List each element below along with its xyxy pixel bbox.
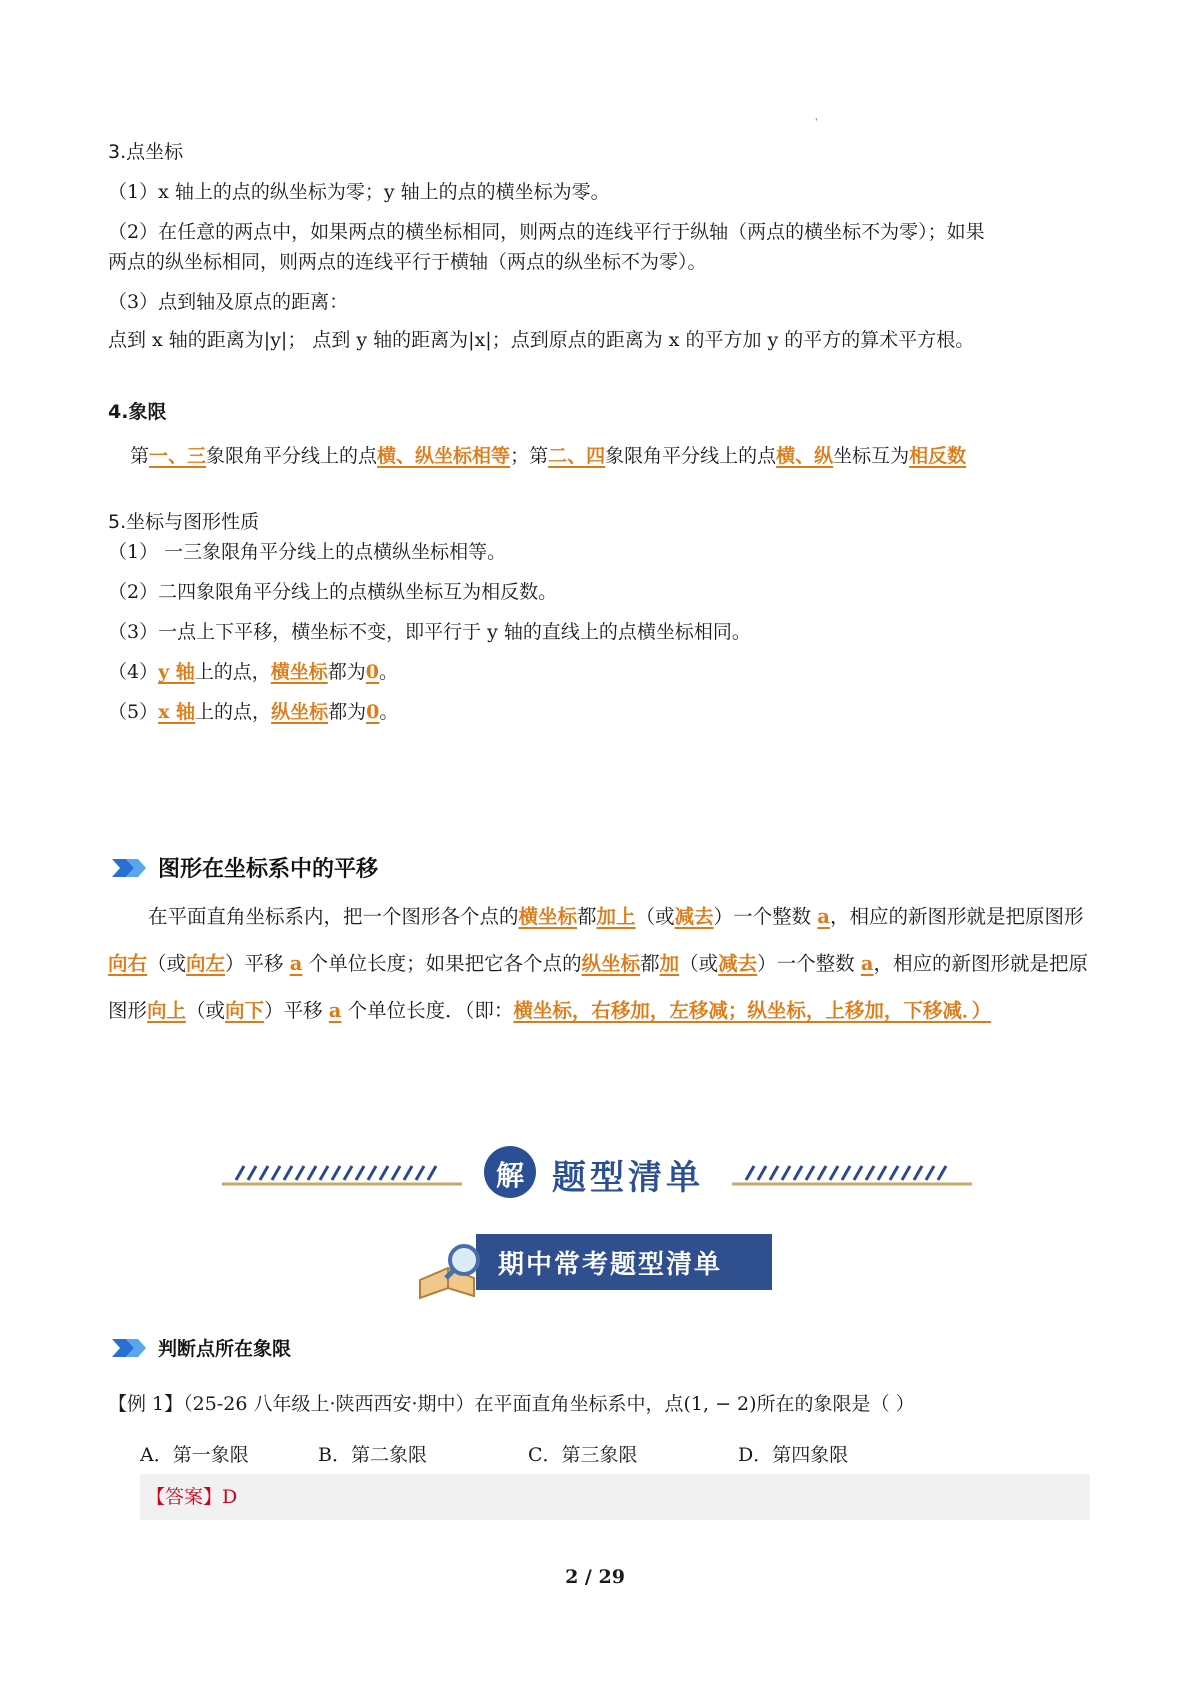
tp-5: 减去: [674, 905, 714, 928]
question-heading-row: [112, 1334, 291, 1361]
tp-17: 加: [659, 952, 680, 975]
tp-26: ）平移: [264, 999, 329, 1022]
s5-l4-c: 上的点，: [194, 661, 271, 683]
badge-label: 期中常考题型清单: [498, 1250, 723, 1280]
s4-hl-j: 相反数: [909, 445, 967, 467]
s5-l4-g: 。: [379, 661, 399, 683]
s4-text-a: 第: [130, 445, 150, 467]
section-5-title: 5.坐标与图形性质: [108, 511, 260, 533]
tp-3: 加上: [596, 905, 636, 928]
option-c: C．第三象限: [528, 1444, 638, 1466]
tp-29: 横坐标，右移加，左移减；纵坐标，上移加，下移减．）: [513, 999, 992, 1022]
translate-heading-row: [112, 852, 378, 883]
tp-1: 横坐标: [518, 905, 578, 928]
s5-l5-d: 纵坐标: [271, 701, 329, 723]
s5-l5-a: （5）: [108, 701, 159, 723]
s4-line: [130, 442, 1110, 470]
tp-6: ）一个整数: [713, 905, 818, 928]
answer-box: [140, 1474, 1090, 1520]
banner-title: 题型清单: [552, 1158, 704, 1198]
tp-20: ）一个整数: [757, 952, 861, 975]
tp-28: 个单位长度．（即：: [341, 999, 514, 1022]
exam-badge: [418, 1230, 772, 1302]
answer-value: D: [222, 1486, 238, 1508]
tp-11: 向左: [186, 952, 226, 975]
tp-10: （或: [147, 952, 187, 975]
translate-heading: 图形在坐标系中的平移: [158, 857, 379, 882]
s3-line-1: （1）x 轴上的点的纵坐标为零；y 轴上的点的横坐标为零。: [108, 181, 610, 203]
s3-line-2: （2）在任意的两点中，如果两点的横坐标相同，则两点的连线平行于纵轴（两点的横坐标不为零）；如果: [108, 221, 985, 243]
tp-25: 向下: [225, 999, 265, 1022]
s5-l5-e: 都为: [328, 701, 367, 723]
s4-hl-b: 一、三: [149, 445, 207, 467]
tp-27: a: [328, 999, 342, 1022]
section-3-title: 3.点坐标: [108, 141, 184, 163]
s5-l4-e: 都为: [327, 661, 366, 683]
option-d: D．第四象限: [738, 1444, 849, 1466]
tp-23: 向上: [147, 999, 187, 1022]
s4-hl-d: 横、纵坐标相等: [377, 445, 511, 467]
s5-l5-f: 0: [366, 701, 380, 723]
tp-0: 在平面直角坐标系内，把一个图形各个点的: [148, 905, 519, 928]
tp-19: 减去: [718, 952, 758, 975]
tp-24: （或: [186, 999, 226, 1022]
s5-l5-c: 上的点，: [195, 701, 272, 723]
header-mark: ': [815, 118, 818, 128]
s3-line-3: 两点的纵坐标相同，则两点的连线平行于横轴（两点的纵坐标不为零）。: [108, 251, 707, 273]
tp-8: ，相应的新图形就是把原图形: [829, 905, 1084, 928]
s4-hl-h: 横、纵: [776, 445, 834, 467]
s5-line-2: （2）二四象限角平分线上的点横纵坐标互为相反数。: [108, 581, 558, 603]
tp-9: 向右: [108, 952, 148, 975]
s5-l4-f: 0: [365, 661, 380, 683]
tp-22: ，相应的新图形就是把原图形: [108, 952, 1089, 1022]
tp-15: 纵坐标: [581, 952, 641, 975]
s5-line-5: [108, 698, 1088, 726]
tp-13: a: [289, 952, 303, 975]
s4-text-i: 坐标互为: [833, 445, 910, 467]
tp-16: 都: [640, 952, 660, 975]
page-number: 2 / 29: [565, 1566, 625, 1588]
tp-18: （或: [679, 952, 719, 975]
s4-text-c: 象限角平分线上的点: [206, 445, 378, 467]
s5-l4-a: （4）: [108, 661, 159, 683]
s5-l4-b: y 轴: [158, 661, 195, 683]
question-stem: 【例 1】（25-26 八年级上·陕西西安·期中）在平面直角坐标系中，点(1, − 2)所在的象限是（ ）: [108, 1393, 915, 1415]
question-heading: 判断点所在象限: [158, 1338, 292, 1360]
tp-12: ）平移: [225, 952, 290, 975]
tp-7: a: [817, 905, 830, 928]
s4-text-g: 象限角平分线上的点: [605, 445, 777, 467]
banner-icon-text: 解: [495, 1159, 524, 1192]
s3-line-4: （3）点到轴及原点的距离：: [108, 291, 349, 313]
s5-line-1: （1） 一三象限角平分线上的点横纵坐标相等。: [108, 541, 507, 563]
s5-l5-b: x 轴: [158, 701, 196, 723]
s3-line-5: 点到 x 轴的距离为|y|； 点到 y 轴的距离为|x|；点到原点的距离为 x 的平方加 y 的平方的算术平方根。: [108, 329, 975, 351]
tp-4: （或: [635, 905, 675, 928]
option-a: A．第一象限: [140, 1444, 249, 1466]
s4-hl-f: 二、四: [548, 445, 606, 467]
double-chevron-icon: [112, 1339, 148, 1357]
option-b: B．第二象限: [318, 1444, 427, 1466]
tp-14: 个单位长度；如果把它各个点的: [302, 952, 582, 975]
answer-line: [146, 1482, 237, 1509]
section-4-title: 4.象限: [108, 401, 167, 423]
s4-text-e: ；第: [510, 445, 549, 467]
s5-l5-g: 。: [379, 701, 399, 723]
answer-tag: 【答案】: [146, 1486, 223, 1508]
tp-2: 都: [577, 905, 597, 928]
double-chevron-icon: [112, 859, 148, 877]
translate-paragraph: [108, 893, 1090, 1034]
section-banner: [222, 1140, 972, 1204]
s5-line-4: [108, 658, 1088, 686]
s5-l4-d: 横坐标: [270, 661, 328, 683]
s5-line-3: （3）一点上下平移，横坐标不变，即平行于 y 轴的直线上的点横坐标相同。: [108, 621, 751, 643]
tp-21: a: [860, 952, 874, 975]
